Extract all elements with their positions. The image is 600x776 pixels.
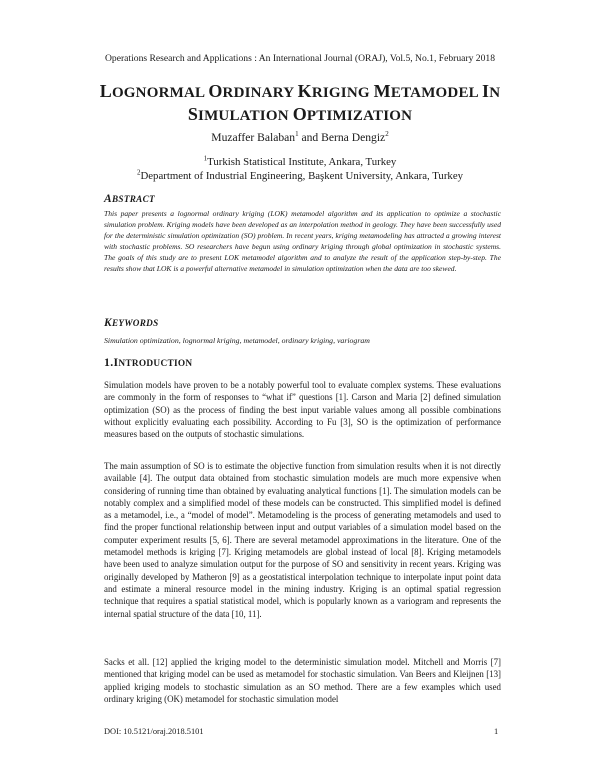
abstract-text: This paper presents a lognormal ordinary kriging (LOK) metamodel algorithm and its application to optimize a stochastic simulation problem. Kriging models have been developed as an interpolation method in geology. They have been successfully used for the deterministic simulation optimization (SO) problem. In recent years, kriging metamodeling has attracted a growing interest with stochastic problems. SO researchers have begun using ordinary kriging through global optimization in stochastic systems. The goals of this study are to present LOK metamodel algorithm and to analyze the result of the application step-by-step. The results show that LOK is a powerful alternative metamodel in simulation optimization when the data are too skewed. [104, 209, 501, 273]
affiliation-line: $^1$Turkish Statistical Institute, Ankara, Turkey [203, 154, 397, 168]
abstract-heading: ABSTRACT [104, 193, 155, 205]
intro-paragraph-3: Sacks et all. [12] applied the kriging model to the deterministic simulation model. Mitchell and Morris [7] mentioned that kriging model can be used as metamodel for stochastic simulation. Van Beers and Kleijnen [13] applied kriging models to stochastic simulation as an SO method. There are a few examples which used ordinary kriging (OK) metamodel for stochastic simulation model [104, 657, 501, 704]
title-line-2: SIMULATION OPTIMIZATION [187, 104, 413, 124]
keywords-heading: KEYWORDS [104, 317, 159, 329]
page-number: 1 [494, 727, 499, 736]
intro-paragraph-1: Simulation models have proven to be a notably powerful tool to evaluate complex systems. These evaluations are commonly in the form of responses to “what if” questions [1]. Carson and Maria [2] defined simulation optimization (SO) as the process of finding the best input variable values among all possible combinations without explicitly evaluating each possibility. According to Fu [3], SO is the optimization of performance measures based on the outputs of stochastic simulations. [104, 380, 501, 440]
introduction-heading: 1.INTRODUCTION [104, 355, 193, 369]
title-line-1: LOGNORMAL ORDINARY KRIGING METAMODEL IN [99, 81, 501, 101]
affiliation-line: $^2$Department of Industrial Engineering, Başkent University, Ankara, Turkey [136, 167, 464, 182]
author-name: Berna Dengiz [321, 131, 386, 144]
author-list: Muzaffer Balaban$^1$ and Berna Dengiz$^2$ [211, 130, 389, 144]
affiliations [0, 156, 600, 183]
journal-header: Operations Research and Applications : An International Journal (ORAJ), Vol.5, No.1, February 2018 [105, 53, 495, 64]
paper-title [60, 81, 540, 127]
doi-footer: DOI: 10.5121/oraj.2018.5101 [104, 727, 204, 736]
keywords-text: Simulation optimization, lognormal kriging, metamodel, ordinary kriging, variogram [104, 336, 370, 345]
author-name: Muzaffer Balaban [211, 131, 296, 144]
intro-paragraph-2: The main assumption of SO is to estimate the objective function from simulation results when it is not directly available [4]. The output data obtained from stochastic simulation models are much more expensive when considering of running time than obtained by evaluating analytical functions [1]. The simulation models can be notably complex and a simplified model of these models can be constructed. This simplified model is defined as a metamodel, i.e., a “model of model”. Metamodeling is the process of generating metamodels and used to find the proper functional relationship between input and output variables of a simulation model based on the computer experiment results [5, 6]. There are several metamodel approximations in the literature. One of the metamodel methods is kriging [7]. Kriging metamodels are global instead of local [8]. Kriging metamodels have been used to analyze simulation output for the purpose of SO and sensitivity in recent years. Kriging was originally developed by Matheron [9] as a geostatistical interpolation technique to interpolate input point data and estimate a mineral resource model in the mining industry. Kriging is an optimal spatial regression technique that requires a spatial statistical model, which is popularly known as a variogram and represents the internal spatial structure of the data [10, 11]. [104, 461, 501, 619]
